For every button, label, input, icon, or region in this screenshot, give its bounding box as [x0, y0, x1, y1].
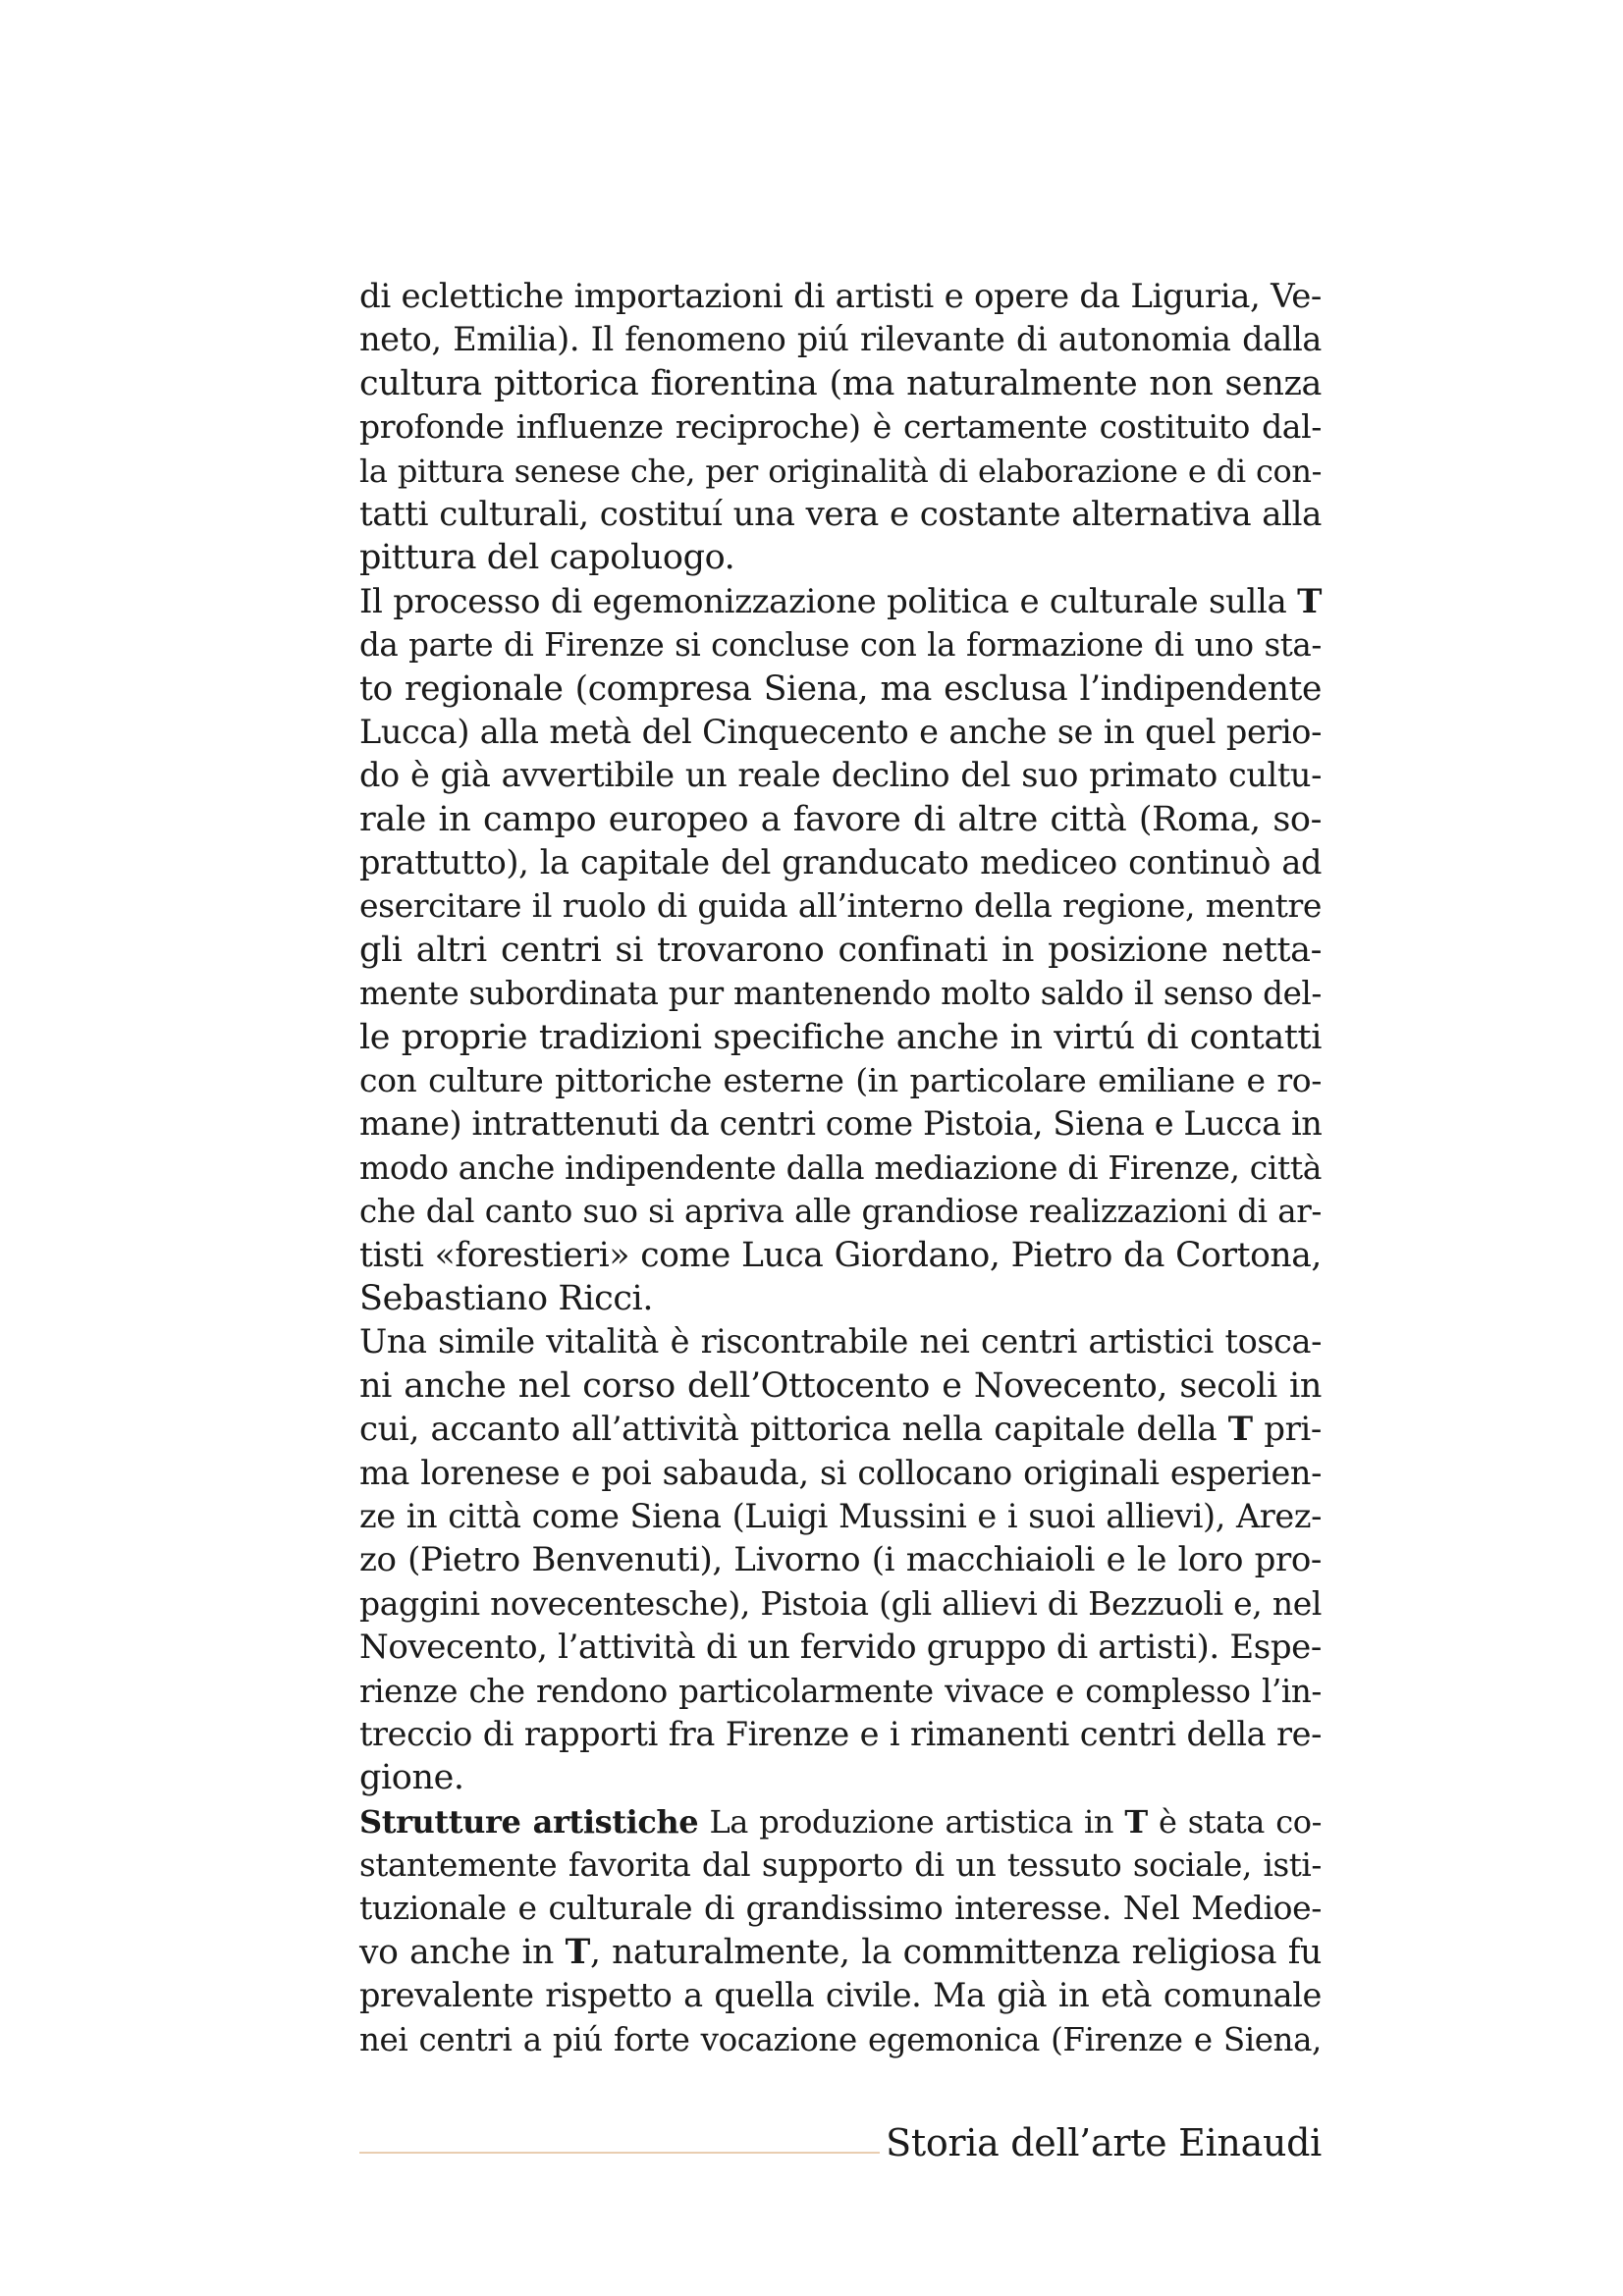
line-text: prevalente rispetto a quella civile. Ma già in età comunale: [359, 1976, 1322, 2015]
line-text: modo anche indipendente dalla mediazione di Firenze, città: [359, 1148, 1322, 1187]
text-line: [359, 1408, 1322, 1451]
line-text: paggini novecentesche), Pistoia (gli allievi di Bezzuoli e, nel: [359, 1583, 1322, 1623]
line-text: pittura del capoluogo.: [359, 538, 735, 578]
text-line: [359, 1016, 1322, 1059]
line-text: ze in città come Siena (Luigi Mussini e i suoi allievi), Arez-: [359, 1496, 1322, 1535]
text-line: [359, 623, 1322, 667]
text-line: [359, 754, 1322, 797]
bold-abbreviation: T: [1124, 1802, 1148, 1841]
line-text: ma lorenese e poi sabauda, si collocano originali esperien-: [359, 1453, 1322, 1492]
line-text: Il processo di egemonizzazione politica e culturale sulla: [359, 581, 1298, 621]
text-line: [359, 1974, 1322, 2017]
line-text: mente subordinata pur mantenendo molto saldo il senso del-: [359, 975, 1322, 1013]
text-line: [359, 450, 1322, 493]
text-line: [359, 1887, 1322, 1930]
text-line: [359, 1582, 1322, 1626]
text-line: [359, 1626, 1322, 1669]
footer-title: Storia dell’arte Einaudi: [886, 2121, 1322, 2164]
line-text: mane) intrattenuti da centri come Pistoia, Siena e Lucca in: [359, 1104, 1323, 1144]
bold-abbreviation: T: [1297, 581, 1322, 621]
text-line: [359, 493, 1322, 536]
line-text-after: è stata co-: [1147, 1802, 1322, 1841]
text-line: [359, 580, 1322, 623]
text-line: [359, 1538, 1322, 1581]
line-text: gli altri centri si trovarono confinati in posizione netta-: [359, 930, 1322, 970]
line-text: tatti culturali, costituí una vera e costante alternativa alla: [359, 494, 1322, 534]
text-line: [359, 1059, 1322, 1102]
text-line: [359, 711, 1322, 754]
section-heading: Strutture artistiche: [359, 1802, 699, 1841]
line-text: che dal canto suo si apriva alle grandiose realizzazioni di ar-: [359, 1193, 1322, 1231]
text-line: [359, 1800, 1322, 1843]
text-line: [359, 362, 1322, 405]
line-text: le proprie tradizioni specifiche anche in virtú di contatti: [359, 1017, 1322, 1057]
line-text: da parte di Firenze si concluse con la formazione di uno sta-: [359, 626, 1322, 665]
text-line: [359, 1190, 1322, 1233]
line-text-after: pri-: [1252, 1410, 1322, 1450]
footer-rule: [359, 2152, 880, 2154]
text-line: [359, 1756, 1322, 1799]
line-text: do è già avvertibile un reale declino del suo primato cultu-: [359, 756, 1322, 795]
text-line: [359, 536, 1322, 579]
line-text: tuzionale e culturale di grandissimo interesse. Nel Medioe-: [359, 1889, 1322, 1928]
text-line: [359, 1931, 1322, 1974]
text-line: [359, 1277, 1322, 1320]
line-text: cui, accanto all’attività pittorica nella capitale della: [359, 1410, 1228, 1450]
line-text: zo (Pietro Benvenuti), Livorno (i macchiaioli e le loro pro-: [359, 1540, 1322, 1580]
text-line: [359, 667, 1322, 711]
line-text: La produzione artistica in: [698, 1802, 1125, 1841]
text-line: [359, 1102, 1322, 1146]
bold-abbreviation: T: [1227, 1410, 1253, 1450]
line-text: Lucca) alla metà del Cinquecento e anche se in quel perio-: [359, 712, 1322, 751]
line-text: to regionale (compresa Siena, ma esclusa l’indipendente: [359, 668, 1322, 709]
text-line: [359, 1713, 1322, 1756]
line-text: con culture pittoriche esterne (in particolare emiliane e ro-: [359, 1061, 1322, 1100]
text-line: [359, 1147, 1322, 1190]
line-text: stantemente favorita dal supporto di un tessuto sociale, isti-: [359, 1846, 1322, 1885]
text-line: [359, 884, 1322, 928]
text-line: [359, 275, 1322, 318]
line-text: prattutto), la capitale del granducato mediceo continuò ad: [359, 843, 1322, 882]
bold-abbreviation: T: [565, 1932, 590, 1972]
line-text: tisti «forestieri» come Luca Giordano, Pietro da Cortona,: [359, 1235, 1322, 1275]
line-text: vo anche in: [359, 1932, 566, 1972]
line-text: Novecento, l’attività di un fervido gruppo di artisti). Espe-: [359, 1628, 1322, 1668]
line-text: nei centri a piú forte vocazione egemonica (Firenze e Siena,: [359, 2020, 1322, 2058]
text-line: [359, 929, 1322, 972]
line-text: profonde influenze reciproche) è certamente costituito dal-: [359, 407, 1322, 447]
line-text: ni anche nel corso dell’Ottocento e Novecento, secoli in: [359, 1365, 1322, 1406]
line-text: gione.: [359, 1758, 464, 1798]
line-text: cultura pittorica fiorentina (ma naturalmente non senza: [359, 363, 1322, 403]
line-text: esercitare il ruolo di guida all’interno della regione, mentre: [359, 886, 1322, 926]
line-text: Una simile vitalità è riscontrabile nei centri artistici tosca-: [359, 1322, 1322, 1362]
text-line: [359, 2018, 1322, 2061]
text-line: [359, 972, 1322, 1015]
text-line: [359, 1320, 1322, 1363]
text-line: [359, 1234, 1322, 1277]
line-text: neto, Emilia). Il fenomeno piú rilevante di autonomia dalla: [359, 320, 1322, 359]
text-line: [359, 841, 1322, 884]
text-line: [359, 1843, 1322, 1887]
text-line: [359, 1364, 1322, 1408]
line-text: Sebastiano Ricci.: [359, 1278, 654, 1318]
body-text: [359, 275, 1322, 2061]
page-footer: [359, 2118, 1322, 2167]
line-text: di eclettiche importazioni di artisti e opere da Liguria, Ve-: [359, 277, 1322, 316]
line-text: la pittura senese che, per originalità di elaborazione e di con-: [359, 452, 1322, 490]
line-text-after: , naturalmente, la committenza religiosa fu: [589, 1932, 1322, 1972]
line-text: rienze che rendono particolarmente vivace e complesso l’in-: [359, 1672, 1322, 1710]
text-line: [359, 798, 1322, 841]
line-text: rale in campo europeo a favore di altre città (Roma, so-: [359, 799, 1322, 839]
line-text: treccio di rapporti fra Firenze e i rimanenti centri della re-: [359, 1714, 1322, 1753]
text-line: [359, 1495, 1322, 1538]
text-line: [359, 1452, 1322, 1495]
text-line: [359, 405, 1322, 449]
text-line: [359, 1670, 1322, 1713]
text-line: [359, 318, 1322, 361]
